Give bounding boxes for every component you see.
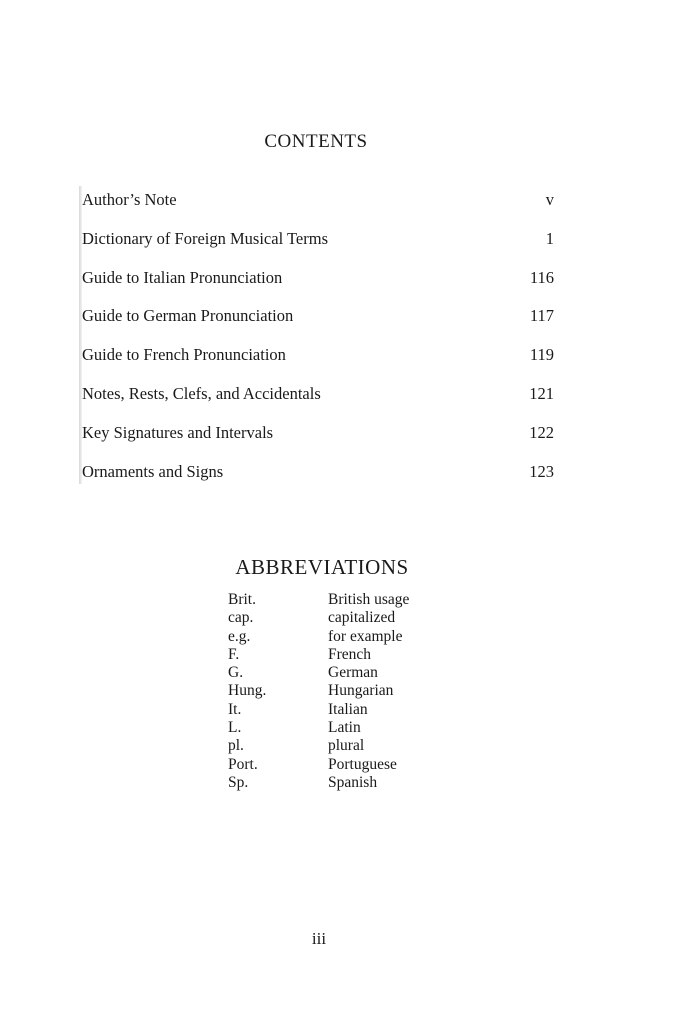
abbreviation: F.	[228, 645, 240, 663]
toc-entry-page: 117	[529, 306, 554, 326]
toc-entry[interactable]	[82, 229, 554, 268]
abbreviation-row	[228, 682, 448, 700]
abbreviation-row	[228, 609, 448, 627]
abbreviation-meaning: capitalized	[328, 609, 396, 627]
abbreviation: e.g.	[228, 627, 251, 645]
abbreviation-row	[228, 756, 448, 774]
abbreviation-meaning: Hungarian	[328, 682, 394, 700]
page-number: iii	[311, 929, 327, 948]
abbreviation-row	[228, 737, 448, 755]
abbreviation-meaning: French	[328, 645, 372, 663]
toc-entry-title: Ornaments and Signs	[82, 461, 224, 481]
toc-entry-title: Guide to German Pronunciation	[82, 306, 294, 326]
abbreviation: pl.	[228, 737, 244, 755]
abbreviation-meaning: Latin	[328, 719, 361, 737]
toc-entry-title: Guide to French Pronunciation	[82, 345, 286, 365]
abbreviation-meaning: German	[328, 664, 378, 682]
abbreviation-meaning: Portuguese	[328, 755, 397, 773]
toc-entry-page: 123	[529, 461, 554, 481]
abbreviation: G.	[228, 664, 244, 682]
abbreviation-row	[228, 719, 448, 737]
abbreviation: cap.	[228, 609, 254, 627]
toc-entry-title: Notes, Rests, Clefs, and Accidentals	[82, 383, 321, 403]
toc-entry-title: Key Signatures and Intervals	[82, 422, 274, 442]
table-of-contents	[82, 190, 554, 500]
toc-entry[interactable]	[82, 345, 554, 384]
toc-entry[interactable]	[82, 423, 554, 462]
abbreviation-row	[228, 701, 448, 719]
abbreviation-meaning: plural	[328, 737, 365, 755]
abbreviation-row	[228, 591, 448, 609]
toc-entry[interactable]	[82, 190, 554, 229]
abbreviation: Sp.	[228, 773, 249, 791]
abbreviations-heading: ABBREVIATIONS	[235, 555, 409, 579]
toc-entry[interactable]	[82, 306, 554, 345]
abbreviation: It.	[228, 700, 242, 718]
toc-entry[interactable]	[82, 384, 554, 423]
toc-entry-title: Author’s Note	[82, 190, 177, 209]
toc-entry-page: 121	[529, 383, 554, 403]
toc-entry-page: 1	[545, 228, 554, 248]
abbreviation-meaning: Spanish	[328, 773, 378, 791]
toc-entry[interactable]	[82, 462, 554, 501]
abbreviation-meaning: British usage	[328, 591, 410, 608]
abbreviation-row	[228, 646, 448, 664]
abbreviation-meaning: Italian	[328, 700, 368, 718]
contents-heading: CONTENTS	[264, 131, 368, 152]
abbreviation: Hung.	[228, 682, 267, 700]
abbreviation: Brit.	[228, 591, 256, 608]
abbreviation-meaning: for example	[328, 627, 403, 645]
toc-entry-title: Guide to Italian Pronunciation	[82, 267, 283, 287]
abbreviation: Port.	[228, 755, 258, 773]
abbreviation-row	[228, 664, 448, 682]
toc-entry-page: v	[545, 190, 554, 209]
toc-entry-page: 122	[529, 422, 554, 442]
abbreviation-row	[228, 628, 448, 646]
toc-entry-title: Dictionary of Foreign Musical Terms	[82, 228, 328, 248]
abbreviation-row	[228, 774, 448, 792]
abbreviation: L.	[228, 719, 242, 737]
abbreviations-list	[228, 591, 448, 792]
toc-entry[interactable]	[82, 268, 554, 307]
toc-entry-page: 119	[529, 345, 554, 365]
toc-entry-page: 116	[529, 267, 554, 287]
